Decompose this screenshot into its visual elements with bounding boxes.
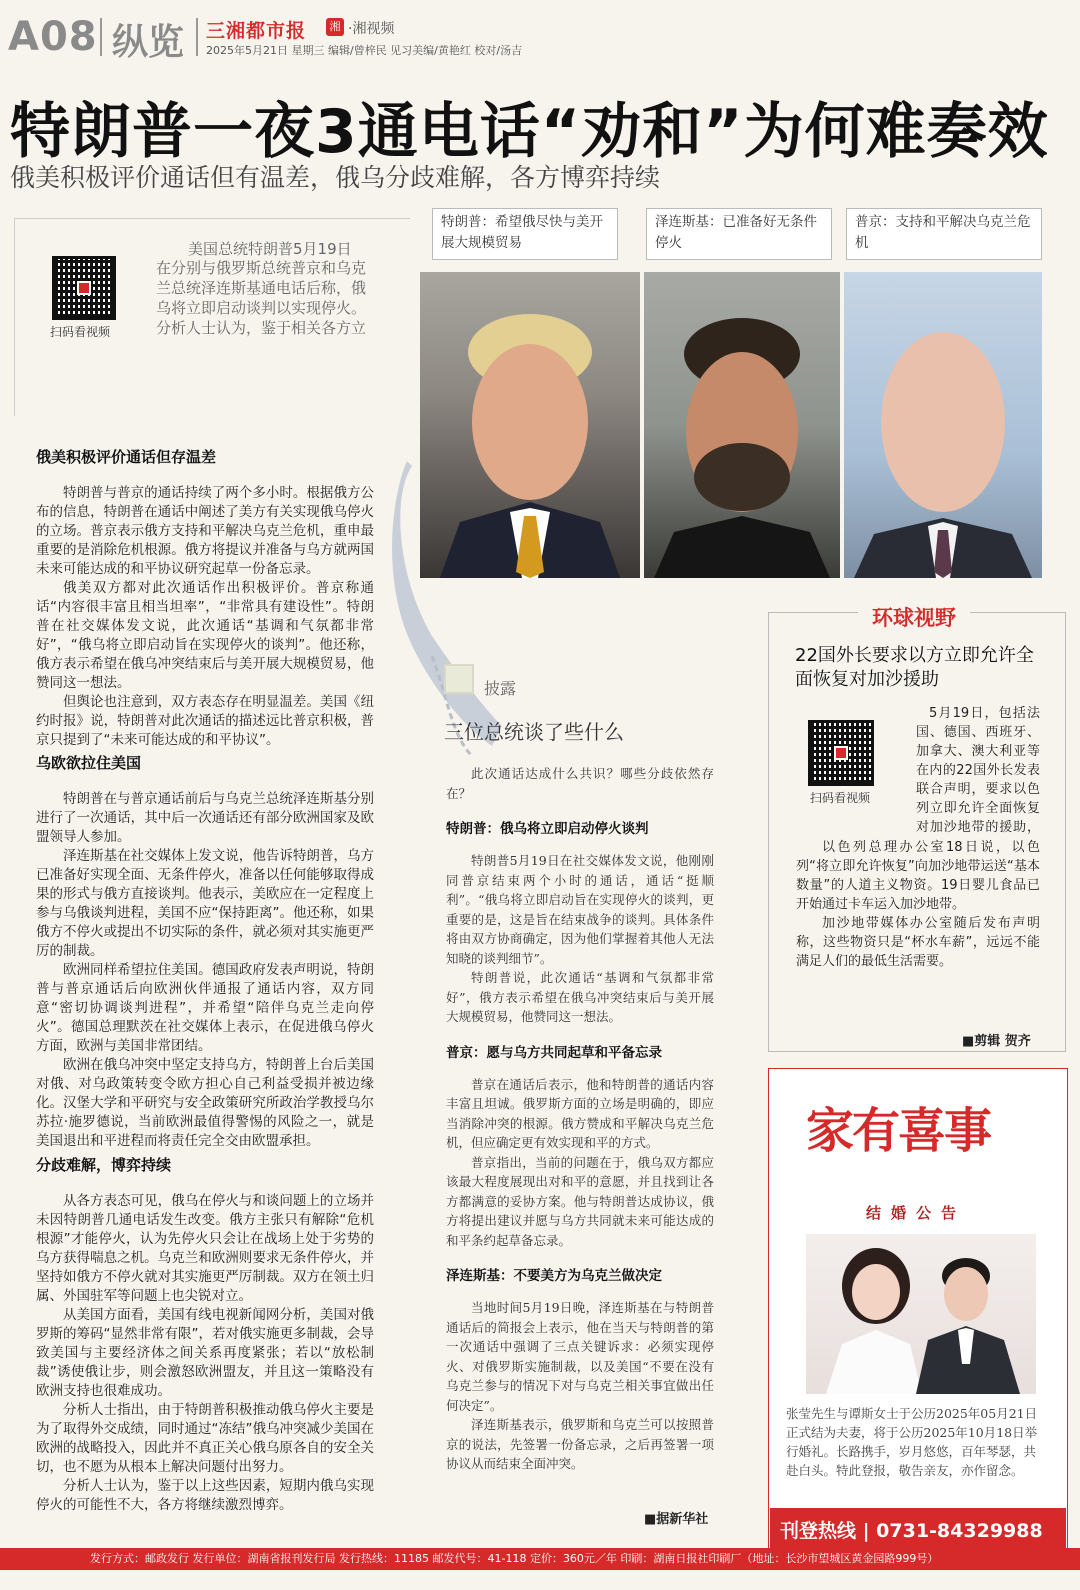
section-body xyxy=(36,484,374,750)
article-title: 22国外长要求以方立即允许全面恢复对加沙援助 xyxy=(795,645,1034,690)
paragraph: 特朗普说，此次通话“基调和气氛都非常好”，俄方表示希望在俄乌冲突结束后与美开展大规模贸易，他赞同这一想法。 xyxy=(446,970,714,1024)
section-title: 乌欧欲拉住美国 xyxy=(36,754,142,772)
video-brand-name: ·湘视频 xyxy=(348,21,395,37)
section-title: 俄美积极评价通话但存温差 xyxy=(36,448,217,466)
paragraph: 加沙地带媒体办公室随后发布声明称，这些物资只是“杯水车薪”，远远不能满足人们的最低生活需要。 xyxy=(796,916,1040,969)
lead-text-first: 美国总统特朗普5月19日 xyxy=(188,240,352,258)
section-body xyxy=(36,790,374,1151)
paragraph: 分析人士认为，鉴于以上这些因素，短期内俄乌实现停火的可能性不大，各方将继续激烈博弈。 xyxy=(36,1478,374,1513)
paragraph: 以色列总理办公室18日说，以色列“将立即允许恢复”向加沙地带运送“基本数量”的人道主义物资。19日婴儿食品已开始通过卡车运入加沙地带。 xyxy=(796,840,1040,912)
photo-trump xyxy=(420,272,640,578)
caption-trump: 特朗普：希望俄尽快与美开展大规模贸易 xyxy=(432,208,618,260)
section-name: 纵览 xyxy=(112,22,185,63)
paragraph: 当地时间5月19日晚，泽连斯基在与特朗普通话后的简报会上表示，他在当天与特朗普的第一次通话中强调了三点关键诉求：必须实现停火、对俄罗斯实施制裁，以及美国“不要在没有乌克兰参与的情况下对与乌克兰相关事宜做出任何决定”。 xyxy=(446,1300,714,1413)
paragraph: 此次通话达成什么共识？哪些分歧依然存在？ xyxy=(446,766,714,801)
paragraph: 泽连斯基表示，俄罗斯和乌克兰可以按照普京的说法，先签署一份备忘录，之后再签署一项协议从而结束全面冲突。 xyxy=(446,1417,714,1471)
paragraph: 分析人士指出，由于特朗普积极推动俄乌停火主要是为了取得外交成绩，同时通过“冻结”俄乌冲突减少美国在欧洲的战略投入，因此并不真正关心俄乌原各自的安全关切，也不愿为从根本上解决问题付出努力。 xyxy=(36,1402,374,1475)
global-body xyxy=(796,704,1040,971)
subheadline: 俄美积极评价通话但有温差，俄乌分歧难解，各方博弈持续 xyxy=(10,163,661,192)
newspaper-logo: 三湘都市报 xyxy=(206,20,307,42)
ad-hotline: 刊登热线 | 0731-84329988 xyxy=(770,1508,1066,1552)
paragraph: 特朗普在与普京通话前后与乌克兰总统泽连斯基分别进行了一次通话，其中后一次通话还有部分欧洲国家及欧盟领导人参加。 xyxy=(36,791,374,845)
footer-publishing-info: 发行方式：邮政发行 发行单位：湖南省报刊发行局 发行热线：11185 邮发代号：41-118 定价：360元／年 印刷：湖南日报社印刷厂（地址：长沙市望城区黄金园路999号） xyxy=(0,1548,1080,1570)
paragraph: 5月19日，包括法国、德国、西班牙、加拿大、澳大利亚等在内的22国外长发表联合声明，要求以色列立即允许全面恢复对加沙地带的援助， xyxy=(916,706,1040,835)
section-title: 普京：愿与乌方共同起草和平备忘录 xyxy=(446,1044,662,1061)
column-label: 环球视野 xyxy=(858,602,970,632)
page-number: A08 xyxy=(8,14,98,60)
paragraph: 普京指出，当前的问题在于，俄乌双方都应该最大程度展现出对和平的意愿，并且找到让各方都满意的妥协方案。他与特朗普达成协议，俄方将提出建议并愿与乌方共同就未来可能达成的和平条约起草备忘录。 xyxy=(446,1154,714,1248)
masthead-divider xyxy=(196,18,198,56)
issue-meta: 2025年5月21日 星期三 编辑/曾梓民 见习美编/黄艳红 校对/汤吉 xyxy=(206,44,523,57)
paragraph: 从各方表态可见，俄乌在停火与和谈问题上的立场并未因特朗普几通电话发生改变。俄方主张只有解除“危机根源”才能停火，认为先停火只会让在战场上处于劣势的乌方获得喘息之机。乌克兰和欧洲则要求无条件停火，并坚持如俄方不停火就对其实施更严厉制裁。双方在领土归属、外国驻军等问题上也尖锐对立。 xyxy=(36,1193,374,1304)
speech-bubble-icon xyxy=(444,664,474,694)
article-title: 三位总统谈了些什么 xyxy=(444,720,624,744)
wedding-announcement: 张莹先生与谭斯女士于公历2025年05月21日正式结为夫妻，将于公历2025年10月18日举行婚礼。长路携手，岁月悠悠，百年琴瑟，共赴白头。特此登报，敬告亲友，亦作留念。 xyxy=(786,1406,1038,1478)
couple-photo xyxy=(806,1234,1036,1394)
paragraph: 普京在通话后表示，他和特朗普的通话内容丰富且坦诚。俄罗斯方面的立场是明确的，即应当消除冲突的根源。俄方赞成和平解决乌克兰危机，但应确定更有效实现和平的方式。 xyxy=(446,1076,714,1150)
qr-code-icon[interactable] xyxy=(52,256,116,320)
paragraph: 从美国方面看，美国有线电视新闻网分析，美国对俄罗斯的筹码“显然非常有限”，若对俄实施更多制裁，会导致美国与主要经济体之间关系再度紧张；若以“放松制裁”诱使俄让步，则会激怒欧洲盟友，并且这一策略没有欧洲支持也很难成功。 xyxy=(36,1307,374,1399)
qr-label: 扫码看视频 xyxy=(810,791,871,805)
paragraph: 但舆论也注意到，双方表态存在明显温差。美国《纽约时报》说，特朗普对此次通话的描述远比普京积极，普京只提到了“未来可能达成的和平协议”。 xyxy=(36,694,374,748)
headline: 特朗普一夜3通电话“劝和”为何难奏效 xyxy=(10,97,1049,167)
lead-text-body: 在分别与俄罗斯总统普京和乌克兰总统泽连斯基通电话后称，俄乌将立即启动谈判以实现停火。分析人士认为，鉴于相关各方立 xyxy=(156,259,367,337)
section-title: 分歧难解，博弈持续 xyxy=(36,1156,172,1174)
photo-zelensky xyxy=(644,272,840,578)
section-title: 泽连斯基：不要美方为乌克兰做决定 xyxy=(446,1268,662,1284)
paragraph: 特朗普5月19日在社交媒体发文说，他刚刚同普京结束两个小时的通话，通话“挺顺利”。“俄乌将立即启动旨在实现停火的谈判，更重要的是，这是旨在结束战争的谈判。具体条件将由双方协商确定，因为他们掌握着其他人无法知晓的谈判细节”。 xyxy=(446,853,714,966)
photo-putin xyxy=(844,272,1042,578)
column-label: 披露 xyxy=(484,679,517,698)
paragraph: 俄美双方都对此次通话作出积极评价。普京称通话“内容很丰富且相当坦率”，“非常具有建设性”。特朗普在社交媒体发文说，此次通话“基调和气氛都非常好”，“俄乌将立即启动旨在实现停火的谈判”。他还称，俄方表示希望在俄乌冲突结束后与美开展大规模贸易，他赞同这一想法。 xyxy=(36,580,374,691)
masthead-divider xyxy=(100,18,102,56)
wedding-ad-subtitle: 结婚公告 xyxy=(866,1204,967,1222)
source-credit: ■据新华社 xyxy=(644,1512,709,1527)
caption-putin: 普京：支持和平解决乌克兰危机 xyxy=(846,208,1042,260)
paragraph: 欧洲同样希望拉住美国。德国政府发表声明说，特朗普与普京通话后向欧洲伙伴通报了通话内容，双方同意“密切协调谈判进程”，并希望“陪伴乌克兰走向停火”。德国总理默茨在社交媒体上表示，在促进俄乌停火方面，欧洲与美国非常团结。 xyxy=(36,962,374,1054)
video-brand-icon: 湘 xyxy=(326,18,344,36)
wedding-ad-title: 家有喜事 xyxy=(806,1103,991,1159)
qr-label: 扫码看视频 xyxy=(50,325,111,339)
paragraph: 泽连斯基在社交媒体上发文说，他告诉特朗普，乌方已准备好实现全面、无条件停火，准备以任何能够取得成果的形式与俄方直接谈判。他表示，美欧应在一定程度上参与乌俄谈判进程，美国不应“保持距离”。他还称，如果俄方不停火或提出不切实际的条件，就必须对其实施更严厉的制裁。 xyxy=(36,848,374,959)
lead-text-tail xyxy=(40,338,370,402)
section-title: 特朗普：俄乌将立即启动停火谈判 xyxy=(446,821,649,837)
paragraph: 特朗普与普京的通话持续了两个多小时。根据俄方公布的信息，特朗普在通话中阐述了美方有关实现俄乌停火的立场。普京表示俄方支持和平解决乌克兰危机，重申最重要的是消除危机根源。俄方将提议并准备与乌方就两国未来可能达成的和平协议研究起草一份备忘录。 xyxy=(36,485,374,577)
editor-credit: ■剪辑 贺齐 xyxy=(962,1034,1031,1049)
section-body xyxy=(36,1192,374,1515)
middle-body xyxy=(446,764,714,1474)
paragraph: 欧洲在俄乌冲突中坚定支持乌方，特朗普上台后美国对俄、对乌政策转变令欧方担心自己利益受损并被边缘化。汉堡大学和平研究与安全政策研究所政治学教授乌尔苏拉·施罗德说，当前欧洲最值得警惕的风险之一，就是美国退出和平进程而将责任完全交由欧盟承担。 xyxy=(36,1057,374,1149)
caption-zelensky: 泽连斯基：已准备好无条件停火 xyxy=(646,208,832,260)
